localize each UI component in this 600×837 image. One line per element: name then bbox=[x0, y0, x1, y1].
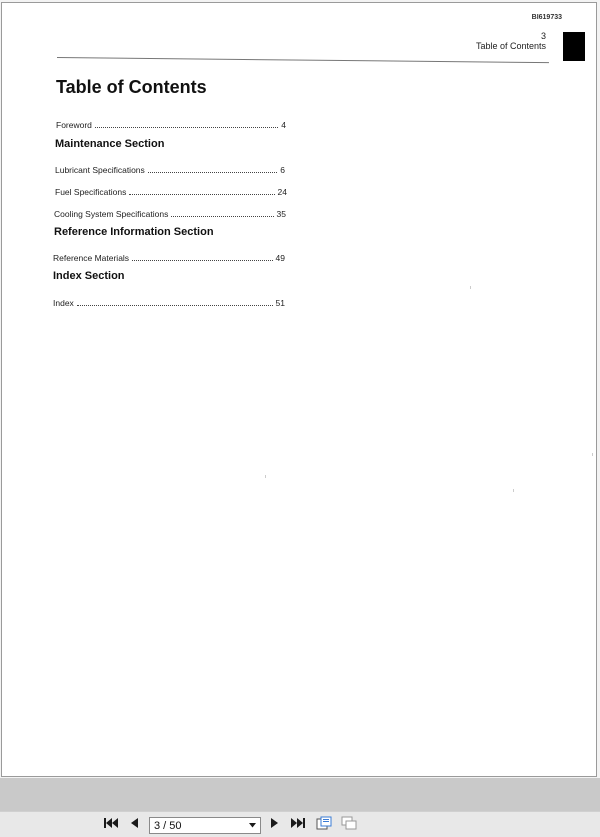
fit-page-view-button[interactable] bbox=[315, 818, 333, 832]
previous-page-button[interactable] bbox=[126, 818, 142, 832]
page-number-input[interactable] bbox=[150, 819, 244, 832]
scan-speck bbox=[592, 453, 593, 456]
skip-to-first-icon bbox=[104, 816, 118, 834]
document-code: BI619733 bbox=[531, 14, 562, 21]
toc-entry-fuel bbox=[55, 183, 287, 197]
skip-to-last-icon bbox=[291, 816, 305, 834]
fit-page-icon bbox=[316, 816, 332, 835]
section-heading-maintenance: Maintenance Section bbox=[55, 138, 165, 150]
toc-entry-page: 6 bbox=[280, 165, 285, 175]
section-heading-index: Index Section bbox=[53, 270, 125, 282]
toc-entry-label: Lubricant Specifications bbox=[55, 165, 145, 175]
continuous-pages-icon bbox=[341, 816, 357, 835]
toc-entry-page: 4 bbox=[281, 120, 286, 130]
previous-page-icon bbox=[130, 816, 138, 834]
running-title: Table of Contents bbox=[475, 41, 546, 51]
chevron-down-icon[interactable] bbox=[244, 818, 260, 833]
section-tab-marker bbox=[563, 32, 585, 61]
page-title: Table of Contents bbox=[56, 77, 207, 97]
dot-leader bbox=[171, 216, 273, 217]
scan-speck bbox=[265, 475, 266, 478]
toc-entry-page: 49 bbox=[275, 253, 285, 263]
next-page-icon bbox=[271, 816, 279, 834]
toc-entry-reference-materials bbox=[53, 249, 285, 263]
page-selector[interactable] bbox=[149, 817, 261, 834]
toc-entry-cooling bbox=[54, 205, 286, 219]
page-number: 3 bbox=[540, 31, 546, 41]
next-page-button[interactable] bbox=[267, 818, 283, 832]
document-page bbox=[1, 2, 597, 777]
toc-entry-label: Foreword bbox=[56, 120, 92, 130]
toc-entry-page: 24 bbox=[277, 187, 287, 197]
section-heading-reference: Reference Information Section bbox=[54, 226, 214, 238]
toc-entry-label: Index bbox=[53, 298, 74, 308]
continuous-view-button[interactable] bbox=[340, 818, 358, 832]
toc-entry-page: 51 bbox=[275, 298, 285, 308]
toc-entry-label: Cooling System Specifications bbox=[54, 209, 169, 219]
dot-leader bbox=[129, 194, 274, 195]
toc-entry-label: Fuel Specifications bbox=[55, 187, 127, 197]
dot-leader bbox=[132, 260, 272, 261]
dot-leader bbox=[148, 172, 277, 173]
last-page-button[interactable] bbox=[290, 818, 306, 832]
header-rule bbox=[57, 57, 549, 63]
toc-entry-index bbox=[53, 294, 285, 308]
toc-entry-foreword bbox=[56, 116, 288, 130]
dot-leader bbox=[77, 305, 273, 306]
scan-speck bbox=[513, 489, 514, 492]
toc-entry-lubricant bbox=[55, 161, 287, 175]
toc-entry-page: 35 bbox=[276, 209, 286, 219]
dot-leader bbox=[95, 127, 278, 128]
page-navigation-bar bbox=[0, 811, 600, 837]
toc-entry-label: Reference Materials bbox=[53, 253, 130, 263]
first-page-button[interactable] bbox=[103, 818, 119, 832]
viewer-toolbar bbox=[0, 778, 600, 811]
scan-speck bbox=[470, 286, 471, 289]
